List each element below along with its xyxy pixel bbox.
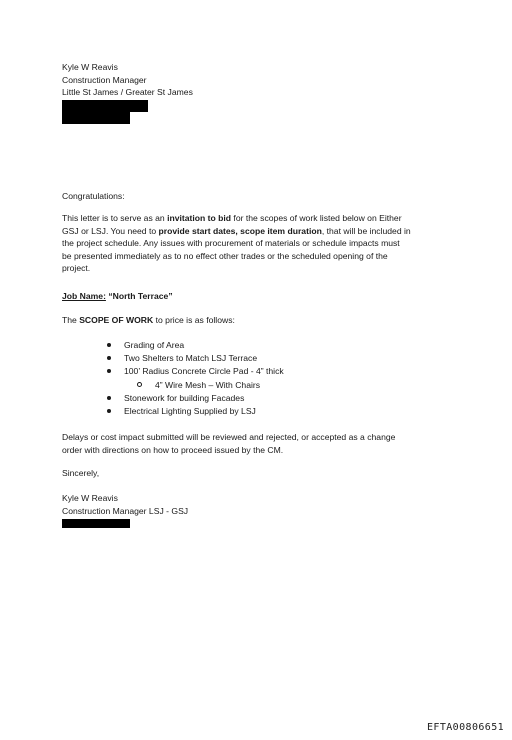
bullet-icon [107, 369, 111, 373]
job-name-value: “North Terrace” [105, 291, 173, 301]
intro-line-2 [62, 225, 411, 238]
intro-line-5: project. [62, 263, 91, 274]
list-item-text: Electrical Lighting Supplied by LSJ [124, 405, 256, 416]
list-item [106, 365, 284, 378]
list-item [106, 392, 284, 405]
list-item [106, 339, 284, 352]
intro-line-1 [62, 212, 411, 225]
bullet-icon [107, 343, 111, 347]
closing-line-2: order with directions on how to proceed issued by the CM. [62, 444, 284, 455]
scope-emphasis: SCOPE OF WORK [79, 315, 154, 325]
intro-text: This letter is to serve as an [62, 213, 168, 223]
sincerely: Sincerely, [62, 468, 100, 478]
signoff-block [62, 492, 188, 517]
intro-emphasis: invitation to bid [167, 213, 232, 223]
signoff-name: Kyle W Reavis [62, 493, 118, 503]
list-item-text: Two Shelters to Match LSJ Terrace [124, 353, 258, 364]
list-item [106, 352, 284, 365]
scope-intro [62, 314, 235, 327]
closing-paragraph [62, 431, 395, 456]
bullet-icon [107, 356, 111, 360]
scope-text: to price is as follows: [153, 315, 235, 325]
intro-text: GSJ or LSJ. You need to [62, 225, 159, 236]
bullet-icon [107, 396, 111, 400]
job-name-line [62, 290, 173, 303]
scope-list [106, 339, 284, 418]
intro-text: for the scopes of work listed below on Either [231, 213, 402, 223]
sender-block [62, 61, 193, 99]
sub-list-item-text: 4” Wire Mesh – With Chairs [155, 379, 261, 390]
sub-bullet-icon [137, 382, 142, 387]
job-name-label: Job Name: [62, 291, 106, 301]
intro-emphasis: provide start dates, scope item duration [158, 225, 322, 236]
sender-name: Kyle W Reavis [62, 62, 118, 72]
redaction-bar [62, 111, 130, 124]
document-id: EFTA00806651 [427, 722, 505, 733]
intro-text: , that will be included in [321, 225, 411, 236]
list-item-text: Grading of Area [124, 340, 185, 350]
sub-list-item [106, 379, 284, 392]
bullet-icon [107, 409, 111, 413]
intro-line-3: the project schedule. Any issues with procurement of materials or schedule impacts must [62, 238, 400, 249]
intro-line-4: be presented immediately as to no effect other trades or the scheduled opening of the [62, 250, 388, 261]
redaction-bar [62, 519, 130, 528]
sender-title: Construction Manager [62, 74, 147, 85]
greeting: Congratulations: [62, 191, 125, 201]
intro-paragraph [62, 212, 411, 275]
list-item [106, 405, 284, 418]
scope-text: The [62, 315, 80, 325]
sender-org: Little St James / Greater St James [62, 87, 193, 98]
signoff-title: Construction Manager LSJ - GSJ [62, 505, 189, 516]
list-item-text: 100’ Radius Concrete Circle Pad - 4” thick [124, 366, 284, 377]
list-item-text: Stonework for building Facades [124, 392, 245, 403]
closing-line-1: Delays or cost impact submitted will be reviewed and rejected, or accepted as a change [62, 432, 396, 442]
